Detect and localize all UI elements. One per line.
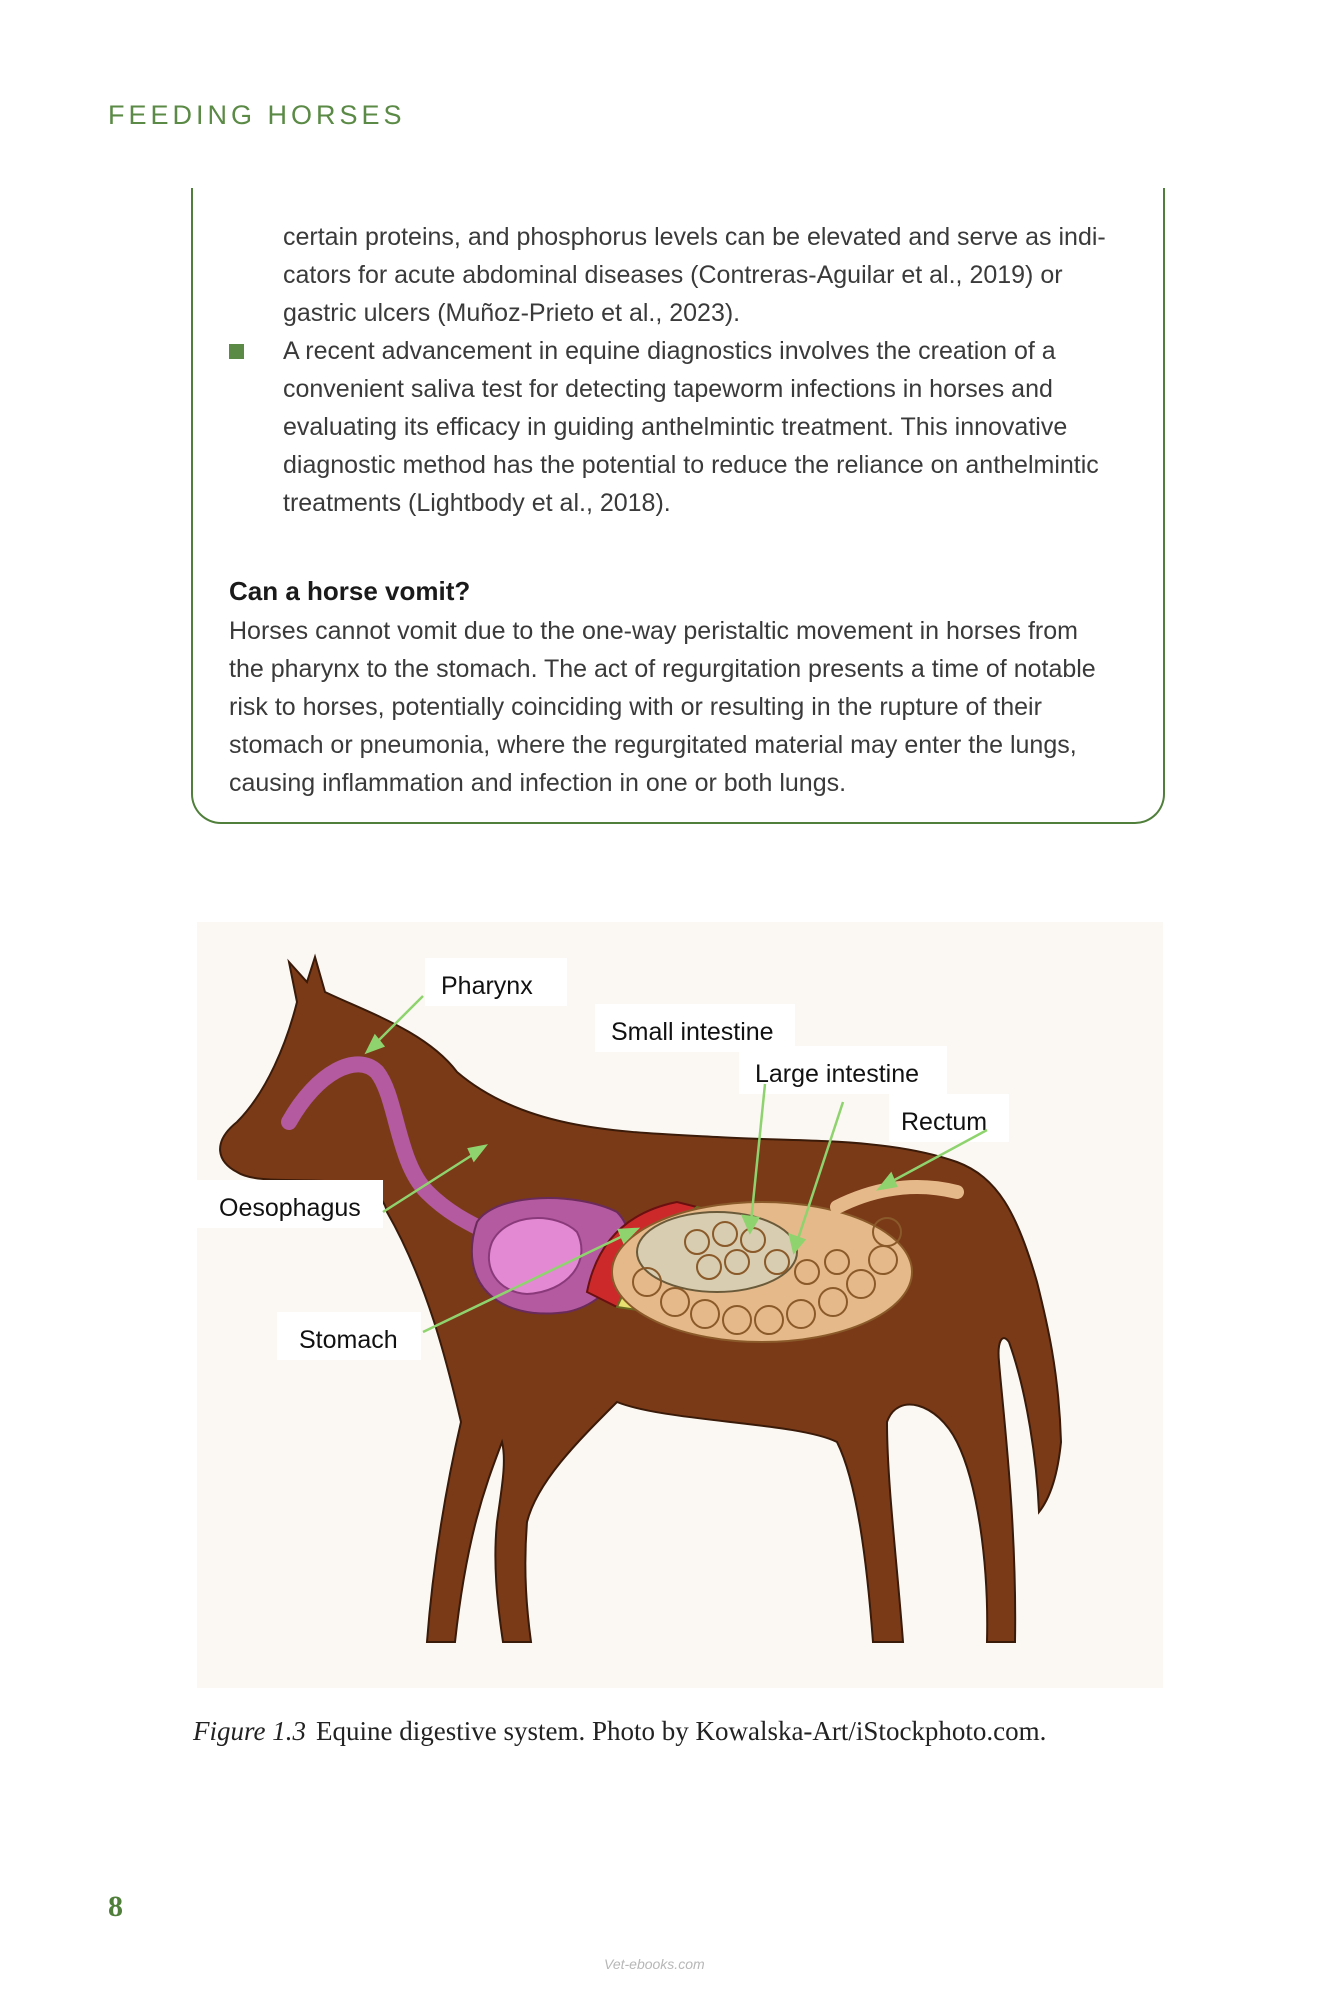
text-line: convenient saliva test for detecting tapeworm infections in horses and	[283, 375, 1053, 403]
text-line: stomach or pneumonia, where the regurgitated material may enter the lungs,	[229, 731, 1077, 759]
caption-text: Equine digestive system. Photo by Kowalska-Art/iStockphoto.com.	[315, 1716, 1047, 1746]
text-line: Horses cannot vomit due to the one-way peristaltic movement in horses from	[229, 617, 1078, 645]
text-line: evaluating its efficacy in guiding anthelmintic treatment. This innovative	[283, 413, 1068, 441]
label-pharynx: Pharynx	[441, 972, 533, 1000]
text-line: the pharynx to the stomach. The act of regurgitation presents a time of notable	[229, 655, 1096, 683]
question-answer	[229, 612, 1123, 802]
text-line: gastric ulcers (Muñoz-Prieto et al., 2023).	[283, 299, 741, 327]
page-number: 8	[108, 1890, 123, 1923]
text-line: diagnostic method has the potential to reduce the reliance on anthelmintic	[283, 451, 1099, 479]
running-head: FEEDING HORSES	[108, 100, 406, 130]
sidebar-box	[191, 188, 1165, 824]
continuation-paragraph	[283, 218, 1123, 332]
text-line: A recent advancement in equine diagnostics involves the creation of a	[283, 337, 1056, 365]
large-intestine-organ	[612, 1202, 912, 1342]
text-line: certain proteins, and phosphorus levels can be elevated and serve as indi-	[283, 223, 1106, 251]
watermark: Vet-ebooks.com	[604, 1956, 705, 1972]
text-line: treatments (Lightbody et al., 2018).	[283, 489, 671, 517]
label-stomach: Stomach	[299, 1326, 398, 1354]
label-small-intestine: Small intestine	[611, 1018, 774, 1046]
question-heading: Can a horse vomit?	[229, 576, 471, 606]
digestive-system-figure	[197, 922, 1163, 1688]
text-line: cators for acute abdominal diseases (Contreras-Aguilar et al., 2019) or	[283, 261, 1063, 289]
label-oesophagus: Oesophagus	[219, 1194, 361, 1222]
label-large-intestine: Large intestine	[755, 1060, 920, 1088]
text-line: risk to horses, potentially coinciding with or resulting in the rupture of their	[229, 693, 1042, 721]
label-rectum: Rectum	[901, 1108, 988, 1136]
figure-caption	[193, 1716, 1046, 1747]
figure-number: Figure 1.3	[193, 1716, 306, 1746]
text-line: causing inflammation and infection in one or both lungs.	[229, 769, 847, 797]
square-bullet-icon	[229, 344, 244, 359]
bullet-text	[283, 332, 1123, 522]
horse-diagram	[197, 922, 1163, 1688]
